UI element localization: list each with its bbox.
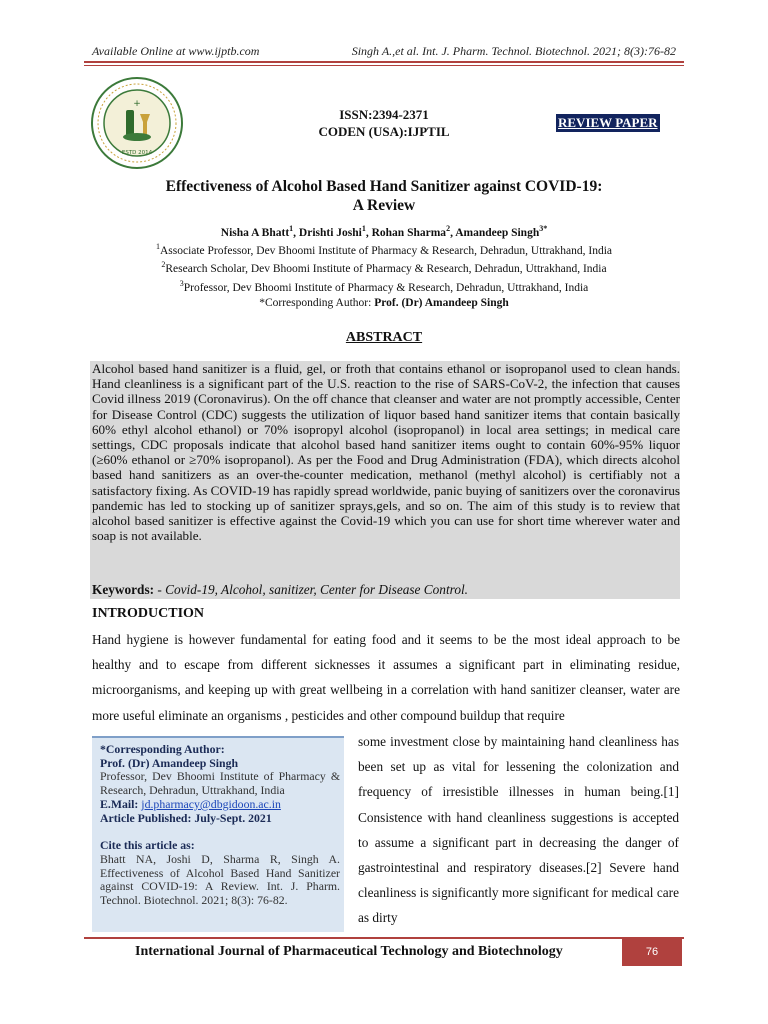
sidebox-citation: Bhatt NA, Joshi D, Sharma R, Singh A. Effectiveness of Alcohol Based Hand Sanitizer against COVID-19: A Review. Int. J. Pharm. Technol. Biotechnol. 2021; 8(3): 76-82. [100,851,340,908]
sidebox-position: Professor, Dev Bhoomi Institute of Pharmacy & Research, Dehradun, Uttrakhand, India [100,769,340,798]
logo-estd: ESTD 2014 [121,150,153,156]
keywords [92,582,680,598]
author-sup: 1 [361,224,366,233]
corresponding-author-line: *Corresponding Author: Prof. (Dr) Amandeep Singh [259,297,509,309]
author-name: Amandeep Singh [455,226,540,239]
author-name: Rohan Sharma [371,226,447,239]
author-list [0,224,768,239]
footer-journal-name: International Journal of Pharmaceutical Technology and Biotechnology [135,944,563,959]
svg-text:+: + [133,99,141,109]
sidebox-cite-label: Cite this article as: [100,838,195,853]
sidebox-name: Prof. (Dr) Amandeep Singh [100,755,239,770]
author-sup: 1 [289,224,294,233]
author-sup: 2 [446,224,451,233]
sidebox-email-label: E.Mail: [100,796,139,811]
author-sep: , [450,226,456,239]
coden: CODEN (USA):IJPTIL [318,124,450,139]
paper-title [100,177,668,215]
email-link[interactable]: jd.pharmacy@dbgidoon.ac.in [141,796,281,811]
intro-heading: INTRODUCTION [92,606,205,621]
intro-paragraph: Hand hygiene is however fundamental for eating food and it seems to be the most ideal approach to be healthy and to escape from different sicknesses it assumes a significant part in eliminating residue, microorganisms, and keeping up with great wellbeing in a correlation with hand sanitizer cleanser, water are more useful eliminate an organisms , pesticides and other compound buildup that require [92,632,680,723]
abstract-heading: ABSTRACT [345,330,423,345]
affiliations [0,240,768,295]
header-rule-thin [84,65,684,66]
article-info-content [100,743,340,908]
keywords-text: - Covid-19, Alcohol, sanitizer, Center for Disease Control. [154,582,468,597]
issn: ISSN:2394-2371 [339,107,429,122]
footer-rule [84,937,684,939]
author-sup: 3* [539,224,548,233]
author-name: Drishti Joshi [298,226,362,239]
intro-paragraph-right-column: some investment close by maintaining hand cleanliness has been set up as vital for lessening the colonization and frequency of irresistible illnesses in human being.[1] Consistence with hand cleanliness suggestions is accepted to assume a significant part in decreasing the danger of gastrointestinal and respiratory diseases.[2] Severe hand cleanliness is significantly more significant for medical care as dirty [358,734,679,926]
affiliation-line: $^3$Professor, Dev Bhoomi Institute of Pharmacy & Research, Dehradun, Uttrakhand, India [179,278,589,294]
corresponding-name: Prof. (Dr) Amandeep Singh [374,297,509,309]
page-number: 76 [622,939,682,966]
affiliation-line: $^1$Associate Professor, Dev Bhoomi Institute of Pharmacy & Research, Dehradun, Uttrakhand, India [155,242,613,257]
author-sep: , [293,226,299,239]
header-rule [84,61,684,63]
running-header-right: Singh A.,et al. Int. J. Pharm. Technol. Biotechnol. 2021; 8(3):76-82 [351,44,676,58]
paper-type-badge: REVIEW PAPER [558,115,658,130]
abstract-text: Alcohol based hand sanitizer is a fluid, gel, or froth that contains ethanol or isopropanol used to clean hands. Hand cleanliness is a significant part of the U.S. reaction to the rise of SARS-CoV-2, the infection that causes Covid illness 2019 (Coronavirus). On the off chance that cleanser and water are not promptly accessible, Center for Disease Control (CDC) suggests the utilization of liquor based hand sanitizer items that contain basically 60% ethyl alcohol ethanol) or 70% isopropyl alcohol (isopropanol) in local area settings; in medical care settings, CDC proposals indicate that alcohol based hand sanitizer items ought to contain 60%-95% liquor (≥60% ethanol or ≥70% isopropanol). As per the Food and Drug Administration (FDA), which directs alcohol based hand sanitizers as an over-the-counter medication, methanol (methyl alcohol) is certifiably not a satisfactory fixing. As COVID-19 has rapidly spread worldwide, panic buying of sanitizers over the coronavirus pandemic has led to stocking up of sanitizer sprays,gels, and so on. The aim of this study is to review that alcohol based sanitizer is effective against the Covid-19 which you can use for short time wherever water and soap is not available. [92,361,680,544]
sidebox-published: Article Published: July-Sept. 2021 [100,810,272,825]
running-header-left: Available Online at www.ijptb.com [92,44,260,58]
title-line-2: A Review [352,197,416,214]
author-sep: , [365,226,372,239]
affiliation-line: $^2$Research Scholar, Dev Bhoomi Institute of Pharmacy & Research, Dehradun, Uttrakhand, India [161,260,607,276]
sidebox-corr-label: *Corresponding Author: [100,742,225,756]
keywords-label: Keywords: [92,582,155,597]
author-name: Nisha A Bhatt [220,226,290,239]
title-line-1: Effectiveness of Alcohol Based Hand Sanitizer against COVID-19: [165,178,603,195]
journal-logo [90,76,184,170]
